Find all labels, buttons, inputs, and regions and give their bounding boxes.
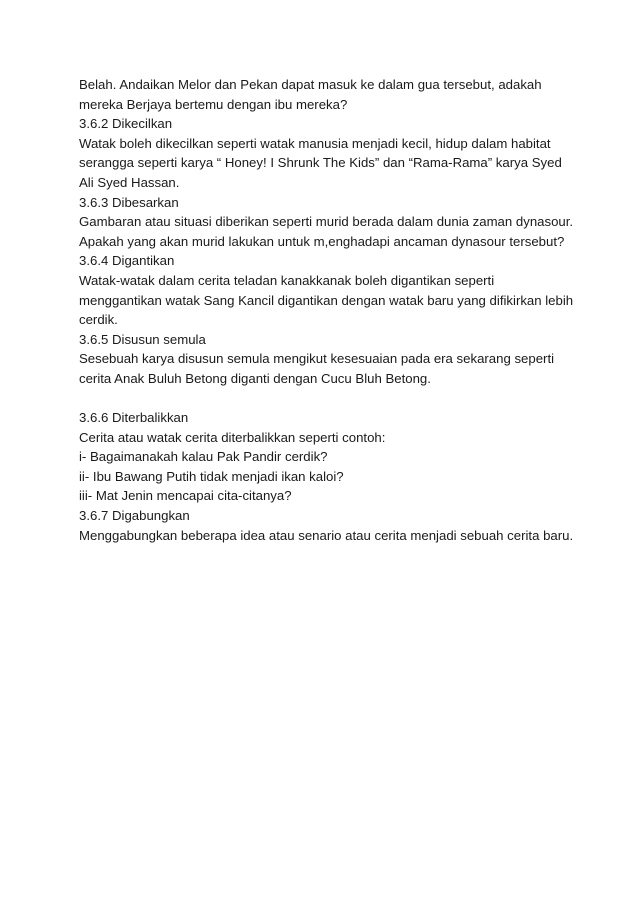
paragraph-line: Sesebuah karya disusun semula mengikut kesesuaian pada era sekarang seperti: [79, 351, 555, 367]
paragraph-line: Belah. Andaikan Melor dan Pekan dapat masuk ke dalam gua tersebut, adakah: [79, 77, 542, 92]
example-item: ii- Ibu Bawang Putih tidak menjadi ikan kaloi?: [79, 468, 344, 484]
paragraph-line: cerita Anak Buluh Betong diganti dengan Cucu Bluh Betong.: [79, 370, 431, 386]
paragraph-line: menggantikan watak Sang Kancil digantikan dengan watak baru yang difikirkan lebih: [79, 292, 574, 308]
paragraph-line: Menggabungkan beberapa idea atau senario atau cerita menjadi sebuah cerita baru.: [79, 527, 574, 543]
paragraph-line: Cerita atau watak cerita diterbalikkan seperti contoh:: [79, 429, 386, 445]
section-heading-dibesarkan: 3.6.3 Dibesarkan: [79, 194, 179, 210]
example-item: iii- Mat Jenin mencapai cita-citanya?: [79, 488, 292, 504]
paragraph-line: serangga seperti karya “ Honey! I Shrunk The Kids” dan “Rama-Rama” karya Syed: [79, 155, 562, 171]
paragraph-line: Gambaran atau situasi diberikan seperti murid berada dalam dunia zaman dynasour.: [79, 214, 574, 230]
paragraph-line: mereka Berjaya bertemu dengan ibu mereka?: [79, 96, 348, 112]
paragraph-line: Watak boleh dikecilkan seperti watak manusia menjadi kecil, hidup dalam habitat: [79, 135, 551, 151]
document-body: [79, 75, 579, 545]
section-heading-disusun-semula: 3.6.5 Disusun semula: [79, 331, 206, 347]
section-heading-digabungkan: 3.6.7 Digabungkan: [79, 508, 190, 524]
blank-line: [79, 389, 579, 409]
section-heading-digantikan: 3.6.4 Digantikan: [79, 253, 175, 269]
paragraph-line: cerdik.: [79, 312, 118, 328]
section-heading-dikecilkan: 3.6.2 Dikecilkan: [79, 116, 173, 132]
example-item: i- Bagaimanakah kalau Pak Pandir cerdik?: [79, 449, 328, 465]
paragraph-line: Ali Syed Hassan.: [79, 174, 180, 190]
paragraph-line: Apakah yang akan murid lakukan untuk m,enghadapi ancaman dynasour tersebut?: [79, 233, 565, 249]
paragraph-line: Watak-watak dalam cerita teladan kanakkanak boleh digantikan seperti: [79, 272, 495, 288]
section-heading-diterbalikkan: 3.6.6 Diterbalikkan: [79, 410, 189, 426]
